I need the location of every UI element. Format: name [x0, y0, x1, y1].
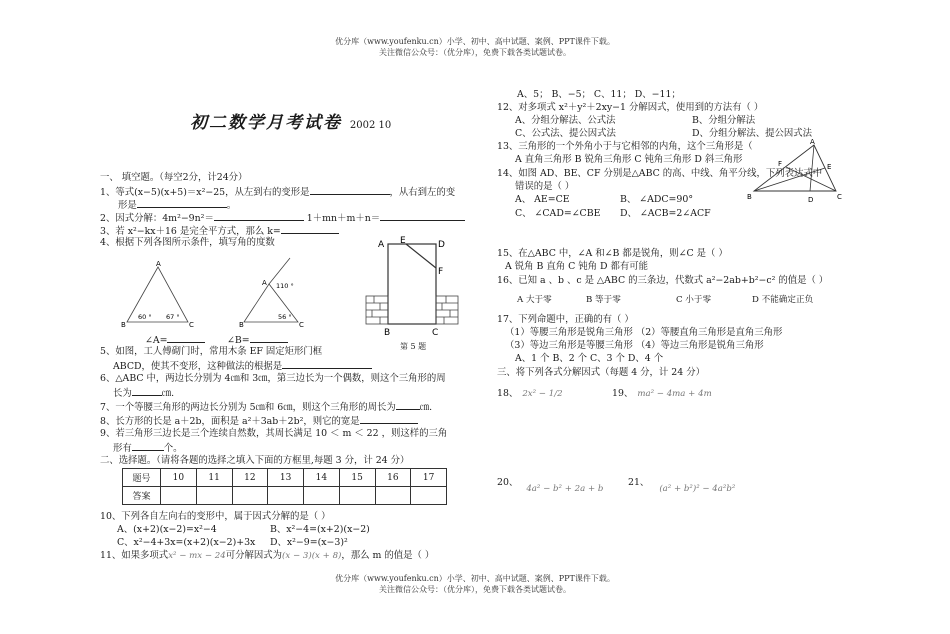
tri1-label-c: C: [189, 321, 194, 329]
q11-options: A、5； B、−5； C、11； D、−11；: [517, 89, 681, 100]
q17-options: A、1 个 B、2 个 C、3 个 D、4 个: [515, 353, 664, 364]
q13-options: A 直角三角形 B 锐角三角形 C 钝角三角形 D 斜三角形: [515, 154, 743, 165]
answer-cell-15[interactable]: [339, 487, 375, 505]
angle-b-label: ∠B=: [227, 335, 250, 346]
footer-line-2: 关注微信公众号：（优分库），免费下载各类试题试卷。: [379, 585, 571, 594]
question-1: [100, 185, 455, 199]
angle-a-blank[interactable]: [167, 333, 205, 343]
tri1-angle-b: 60 °: [138, 313, 152, 321]
tri14-label-c: C: [837, 193, 842, 201]
q10-option-d: D、x²−9=(x−3)²: [270, 537, 348, 548]
door-label-b: B: [384, 328, 391, 338]
door-figure: [360, 234, 470, 340]
q8-blank[interactable]: [360, 414, 418, 424]
q1-text-c: 形是: [118, 200, 137, 211]
header-line-2: 关注微信公众号：（优分库），免费下载各类试题试卷。: [379, 48, 571, 57]
tri1-angle-c: 67 °: [166, 313, 180, 321]
answer-cell-13[interactable]: [268, 487, 304, 505]
angle-b-blank[interactable]: [250, 333, 288, 343]
q18-math: 2x² − 1/2: [522, 389, 563, 399]
triangle-figure-14: [744, 136, 850, 210]
q11-text-b: 可分解因式为: [225, 550, 283, 561]
answer-cell-12[interactable]: [232, 487, 268, 505]
question-5-cont: [113, 359, 372, 373]
section-3-heading: 三、将下列各式分解因式（每题 4 分，计 24 分）: [497, 367, 705, 378]
q2-blank-1[interactable]: [214, 211, 304, 221]
q11-text-a: 11、如果多项式: [100, 550, 169, 561]
q2-text: 2、因式分解：4m²−9n²＝: [100, 213, 214, 224]
question-11: [100, 550, 434, 562]
tri14-label-f: F: [778, 160, 783, 168]
q9-text-b: 形有: [113, 443, 132, 454]
q17-statements-2: （3）等边三角形是等腰三角形 （4）等边三角形是锐角三角形: [505, 340, 764, 351]
q12-option-a: A、分组分解法、公式法: [515, 115, 616, 126]
table-header-label: 题号: [123, 469, 161, 487]
section-2-heading: 二、选择题。（请将各题的选择之填入下面的方框里,每题 3 分，计 24 分）: [100, 455, 410, 466]
q21-math: (a² + b²)² − 4a²b²: [659, 484, 736, 494]
q2-text-b: 1＋mn＋m＋n＝: [303, 213, 381, 224]
q21-label: 21、: [628, 477, 650, 488]
angle-a-answer: [145, 333, 205, 347]
question-7: [100, 400, 432, 414]
question-14-cont: 错误的是（ ）: [515, 181, 575, 192]
title-main: 初二数学月考试卷: [190, 113, 342, 133]
q6-text-b: 长为: [113, 388, 132, 399]
question-19: [612, 388, 712, 400]
q10-option-c: C、x²−4+3x=(x+2)(x−2)+3x: [117, 537, 256, 548]
q19-label: 19、: [612, 388, 634, 399]
q16-option-b: B 等于零: [586, 295, 621, 305]
table-num-10: 10: [161, 469, 197, 487]
triangle-figure-2: [232, 254, 312, 330]
tri1-label-b: B: [121, 321, 126, 329]
q16-option-a: A 大于零: [517, 295, 552, 305]
triangle-figure-1: [118, 258, 198, 330]
question-18: [497, 388, 563, 400]
question-10: 10、下列各自左向右的变形中，属于因式分解的是（ ）: [100, 511, 331, 522]
question-12: 12、对多项式 x²＋y²＋2xy−1 分解因式，使用到的方法有（ ）: [497, 102, 764, 113]
table-num-13: 13: [268, 469, 304, 487]
header-line-1: 优分库（www.youfenku.cn）小学、初中、高中试题、案例、PPT课件下载。: [335, 37, 615, 46]
q1-blank-1[interactable]: [310, 185, 390, 195]
question-1-cont: [118, 198, 236, 212]
table-num-17: 17: [411, 469, 447, 487]
tri14-label-d: D: [808, 196, 814, 204]
q5-text-b: ABCD，使其不变形，这种做法的根据是: [113, 361, 283, 372]
q1-text-b: ，从右到左的变: [389, 187, 456, 198]
tri2-angle-ext: 110 °: [276, 282, 294, 290]
question-2: [100, 211, 465, 225]
tri2-angle-c: 56 °: [278, 313, 292, 321]
q11-math-2: (x − 3)(x + 8): [282, 551, 342, 561]
q14-option-c: C、 ∠CAD=∠CBE: [515, 208, 601, 219]
tri14-label-a: A: [810, 138, 815, 146]
q11-math-1: x² − mx − 24: [168, 551, 226, 561]
question-15: 15、在△ABC 中，∠A 和∠B 都是锐角，则∠C 是（ ）: [497, 248, 728, 259]
question-5: 5、如图，工人傅砌门时，常用木条 EF 固定矩形门框: [100, 346, 323, 357]
question-21: [628, 477, 736, 494]
answer-cell-14[interactable]: [304, 487, 340, 505]
q7-blank[interactable]: [396, 400, 420, 410]
q1-text-d: 。: [226, 200, 237, 211]
q3-text: 3、若 x²−kx＋16 是完全平方式，那么 k=: [100, 226, 281, 237]
q5-blank[interactable]: [282, 359, 372, 369]
right-brick-wall: [436, 296, 458, 324]
footer-line-1: 优分库（www.youfenku.cn）小学、初中、高中试题、案例、PPT课件下载。: [335, 574, 615, 583]
q10-option-a: A、(x+2)(x−2)=x²−4: [117, 524, 217, 535]
tri2-label-a: A: [262, 279, 267, 287]
tri2-label-b: B: [239, 321, 244, 329]
door-label-f: F: [438, 267, 444, 277]
table-num-16: 16: [375, 469, 411, 487]
answer-cell-11[interactable]: [196, 487, 232, 505]
door-label-a: A: [378, 240, 385, 250]
table-num-12: 12: [232, 469, 268, 487]
table-num-11: 11: [196, 469, 232, 487]
q20-math: 4a² − b² + 2a + b: [526, 484, 604, 494]
table-answer-label: 答案: [123, 487, 161, 505]
q12-option-c: C、公式法、提公因式法: [515, 128, 616, 139]
answer-cell-17[interactable]: [411, 487, 447, 505]
q6-text-c: ㎝.: [161, 388, 175, 399]
question-4: 4、根据下列各图所示条件，填写角的度数: [100, 237, 275, 248]
tri2-label-c: C: [299, 321, 304, 329]
q16-option-d: D 不能确定正负: [752, 295, 814, 305]
q7-text-b: ㎝.: [419, 402, 433, 413]
q1-blank-2[interactable]: [137, 198, 227, 208]
question-9: 9、若三角形三边长是三个连续自然数，其周长满足 10 ＜ m ＜ 22 ，则这样的三角: [100, 428, 448, 439]
q17-statements-1: （1）等腰三角形是锐角三角形 （2）等腰直角三角形是直角三角形: [505, 327, 783, 338]
q11-text-c: ，那么 m 的值是（ ）: [341, 550, 435, 561]
angle-a-label: ∠A=: [145, 335, 168, 346]
q2-blank-2[interactable]: [380, 211, 465, 221]
q14-option-b: B、 ∠ADC=90°: [620, 194, 694, 205]
question-13: 13、三角形的一个外角小于与它相邻的内角，这个三角形是（: [497, 141, 753, 152]
q15-options: A 锐角 B 直角 C 钝角 D 都有可能: [505, 261, 648, 272]
answer-table: [122, 468, 447, 505]
q8-text: 8、长方形的长是 a＋2b，面积是 a²＋3ab＋2b²，则它的宽是: [100, 416, 360, 427]
question-16: 16、已知 a 、b 、c 是 △ABC 的三条边，代数式 a²−2ab+b²−c² 的值是（ ）: [497, 275, 829, 286]
door-label-d: D: [438, 240, 445, 250]
question-20: [497, 477, 604, 494]
angle-b-answer: [227, 333, 288, 347]
q10-option-b: B、x²−4=(x+2)(x−2): [270, 524, 370, 535]
figure-5-caption: 第 5 题: [400, 342, 427, 351]
section-1-heading: 一、 填空题。（每空2分，计24分）: [100, 172, 248, 183]
question-6-cont: [113, 386, 174, 400]
q20-label: 20、: [497, 477, 519, 488]
answer-cell-16[interactable]: [375, 487, 411, 505]
q12-option-b: B、分组分解法: [692, 115, 756, 126]
tri1-label-a: A: [156, 260, 161, 268]
q12-option-d: D、分组分解法、提公因式法: [692, 128, 813, 139]
question-9-cont: [113, 441, 183, 455]
door-label-e: E: [400, 236, 406, 246]
q6-blank[interactable]: [132, 386, 162, 396]
q16-option-c: C 小于零: [676, 295, 712, 305]
q19-math: ma² − 4ma + 4m: [637, 389, 712, 399]
q3-blank[interactable]: [281, 224, 339, 234]
q9-blank[interactable]: [132, 441, 164, 451]
q1-text-a: 1、等式(x−5)(x+5)＝x²−25，从左到右的变形是: [100, 187, 310, 198]
answer-cell-10[interactable]: [161, 487, 197, 505]
tri14-label-b: B: [747, 193, 752, 201]
q14-option-a: A、 AE=CE: [515, 194, 570, 205]
q7-text: 7、一个等腰三角形的两边长分别为 5㎝和 6㎝，则这个三角形的周长为: [100, 402, 396, 413]
door-label-c: C: [432, 328, 439, 338]
left-brick-wall: [366, 296, 388, 324]
page-title: [190, 108, 391, 133]
title-year: 2002 10: [349, 120, 392, 131]
q18-label: 18、: [497, 388, 519, 399]
table-num-14: 14: [304, 469, 340, 487]
question-8: [100, 414, 418, 428]
question-17: 17、下列命题中，正确的有（ ）: [497, 314, 634, 325]
question-3: [100, 224, 339, 238]
table-num-15: 15: [339, 469, 375, 487]
tri14-label-e: E: [827, 163, 832, 171]
question-14: 14、如图 AD、BE、CF 分别是△ABC 的高、中线、角平分线，下列表达式中: [497, 168, 823, 179]
q9-text-c: 个。: [163, 443, 183, 454]
q14-option-d: D、 ∠ACB=2∠ACF: [620, 208, 711, 219]
question-6: 6、△ABC 中，两边长分别为 4㎝和 3㎝，第三边长为一个偶数，则这个三角形的周: [100, 373, 446, 384]
